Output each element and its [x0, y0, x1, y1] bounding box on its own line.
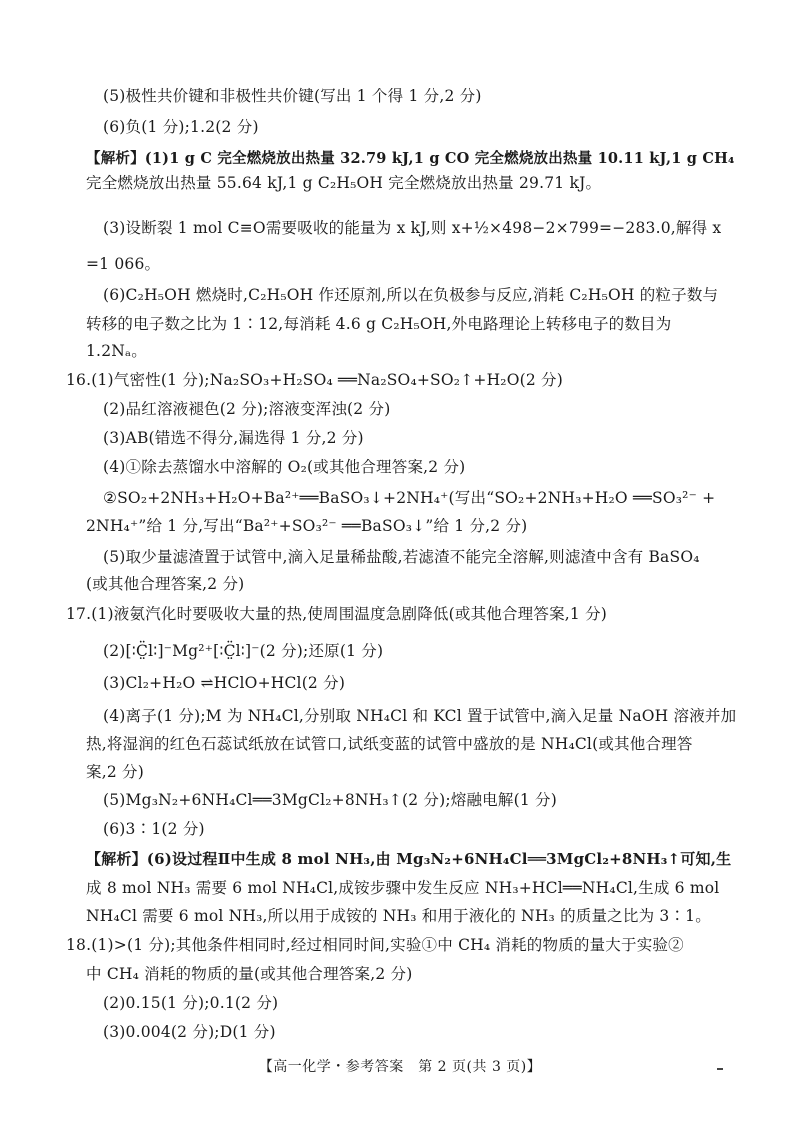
line-analysis-4: =1 066。 — [86, 255, 161, 273]
line-q16-1: 16.(1)气密性(1 分);Na₂SO₃+H₂SO₄ ══Na₂SO₄+SO₂↑+H₂O(2 分) — [66, 371, 563, 389]
line-analysis-2: 完全燃烧放出热量 55.64 kJ,1 g C₂H₅OH 完全燃烧放出热量 29.71 kJ。 — [86, 174, 602, 192]
line-q18-1b: 中 CH₄ 消耗的物质的量(或其他合理答案,2 分) — [86, 965, 413, 983]
line-q17-5: (5)Mg₃N₂+6NH₄Cl══3MgCl₂+8NH₃↑(2 分);熔融电解(1 分) — [103, 791, 557, 809]
line-q17-3: (3)Cl₂+H₂O ⇌HClO+HCl(2 分) — [103, 674, 346, 692]
line-q16-4b: 2NH₄⁺”给 1 分,写出“Ba²⁺+SO₃²⁻ ══BaSO₃↓”给 1 分,2 分) — [86, 517, 528, 535]
line-analysis-3: (3)设断裂 1 mol C≡O需要吸收的能量为 x kJ,则 x+½×498−2×799=−283.0,解得 x — [103, 219, 722, 237]
line-q18-1: 18.(1)>(1 分);其他条件相同时,经过相同时间,实验①中 CH₄ 消耗的物质的量大于实验② — [66, 936, 684, 954]
line-q17-analysis-2: 成 8 mol NH₃ 需要 6 mol NH₄Cl,成铵步骤中发生反应 NH₃+HCl══NH₄Cl,生成 6 mol — [86, 879, 720, 897]
line-q17-4c: 案,2 分) — [86, 763, 144, 781]
line-analysis-5: (6)C₂H₅OH 燃烧时,C₂H₅OH 作还原剂,所以在负极参与反应,消耗 C₂H₅OH 的粒子数与 — [103, 286, 719, 304]
line-analysis-7: 1.2Nₐ。 — [86, 342, 147, 360]
corner-mark — [717, 1068, 723, 1070]
line-q16-4: (4)①除去蒸馏水中溶解的 O₂(或其他合理答案,2 分) — [103, 458, 466, 476]
line-q5-bond: (5)极性共价键和非极性共价键(写出 1 个得 1 分,2 分) — [103, 87, 482, 105]
line-q17-4b: 热,将湿润的红色石蕊试纸放在试管口,试纸变蓝的试管中盛放的是 NH₄Cl(或其他合理答 — [86, 735, 693, 753]
line-q16-5b: (或其他合理答案,2 分) — [86, 575, 245, 593]
line-q18-2: (2)0.15(1 分);0.1(2 分) — [103, 994, 279, 1012]
line-q16-5: (5)取少量滤渣置于试管中,滴入足量稀盐酸,若滤渣不能完全溶解,则滤渣中含有 BaSO₄ — [103, 548, 700, 566]
line-q17-analysis-1: 【解析】(6)设过程Ⅱ中生成 8 mol NH₃,由 Mg₃N₂+6NH₄Cl══3MgCl₂+8NH₃↑可知,生 — [86, 850, 732, 868]
line-q17-2: (2)[∶C̤̈l∶]⁻Mg²⁺[∶C̤̈l∶]⁻(2 分);还原(1 分) — [103, 642, 384, 660]
line-q18-3: (3)0.004(2 分);D(1 分) — [103, 1023, 276, 1041]
line-q17-6: (6)3∶1(2 分) — [103, 820, 205, 838]
line-q6-negative: (6)负(1 分);1.2(2 分) — [103, 118, 259, 136]
line-analysis-1: 【解析】(1)1 g C 完全燃烧放出热量 32.79 kJ,1 g CO 完全燃烧放出热量 10.11 kJ,1 g CH₄ — [86, 150, 735, 167]
line-q16-3: (3)AB(错选不得分,漏选得 1 分,2 分) — [103, 429, 364, 447]
line-q17-1: 17.(1)液氨汽化时要吸收大量的热,使周围温度急剧降低(或其他合理答案,1 分) — [66, 605, 608, 623]
line-q17-4: (4)离子(1 分);M 为 NH₄Cl,分别取 NH₄Cl 和 KCl 置于试管中,滴入足量 NaOH 溶液并加 — [103, 707, 737, 725]
line-q17-analysis-3: NH₄Cl 需要 6 mol NH₃,所以用于成铵的 NH₃ 和用于液化的 NH₃ 的质量之比为 3∶1。 — [86, 907, 711, 925]
page-footer: 【高一化学・参考答案 第 2 页(共 3 页)】 — [258, 1059, 542, 1075]
line-q16-4a: ②SO₂+2NH₃+H₂O+Ba²⁺══BaSO₃↓+2NH₄⁺(写出“SO₂+2NH₃+H₂O ══SO₃²⁻ + — [103, 489, 716, 507]
line-q16-2: (2)品红溶液褪色(2 分);溶液变浑浊(2 分) — [103, 400, 391, 418]
line-analysis-6: 转移的电子数之比为 1∶12,每消耗 4.6 g C₂H₅OH,外电路理论上转移电子的数目为 — [86, 315, 672, 333]
